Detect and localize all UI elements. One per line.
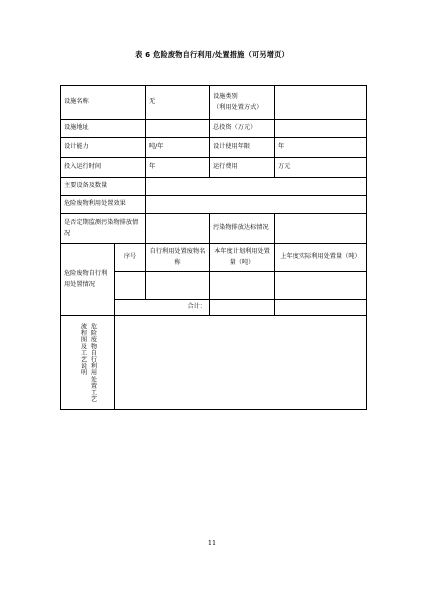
table-row <box>61 158 367 178</box>
situation-label: 危险废物自行利用处置情况 <box>61 244 115 316</box>
process-label-cell <box>61 316 115 410</box>
serial-cell[interactable] <box>115 272 146 300</box>
monitoring-value[interactable] <box>146 214 210 244</box>
table-row <box>61 86 367 120</box>
main-equipment-value[interactable] <box>146 178 367 196</box>
design-capacity-label: 设计能力 <box>61 138 146 158</box>
operating-cost-label: 运行费用 <box>210 158 275 178</box>
compliance-label: 污染物排放达标情况 <box>210 214 275 244</box>
commission-time-label: 投入运行时间 <box>61 158 146 178</box>
process-label: 危险废物自行利用处置工艺流程图及工艺说明 <box>79 322 97 402</box>
design-life-unit: 年 <box>275 138 367 158</box>
facility-address-value[interactable] <box>146 120 210 138</box>
facility-type-value[interactable] <box>275 86 367 120</box>
design-life-label: 设计使用年限 <box>210 138 275 158</box>
main-equipment-label: 主要设备及数量 <box>61 178 146 196</box>
facility-type-label-line2: （利用处置方式） <box>213 103 263 111</box>
total-investment-value[interactable] <box>275 120 367 138</box>
col-actual-amount-header: 上年度实际利用处置量（吨） <box>275 244 367 272</box>
process-description-area[interactable] <box>115 316 367 410</box>
col-plan-amount-header: 本年度计划利用处置量（吨） <box>210 244 275 272</box>
total-investment-label: 总投资（万元） <box>210 120 275 138</box>
operating-cost-unit: 万元 <box>275 158 367 178</box>
design-capacity-unit: 吨/年 <box>146 138 210 158</box>
facility-address-label: 设施地址 <box>61 120 146 138</box>
effect-label: 危险废物利用处置效果 <box>61 196 146 214</box>
facility-name-label: 设施名称 <box>61 86 146 120</box>
plan-amount-cell[interactable] <box>210 272 275 300</box>
table-row <box>61 244 367 272</box>
col-serial-header: 序号 <box>115 244 146 272</box>
table-row <box>61 214 367 244</box>
facility-type-label <box>210 86 275 120</box>
compliance-value[interactable] <box>275 214 367 244</box>
col-waste-name-header: 自行利用处置废物名称 <box>146 244 210 272</box>
facility-name-value: 无 <box>146 86 210 120</box>
facility-type-label-line1: 设施类别 <box>213 92 238 100</box>
table-row <box>61 138 367 158</box>
monitoring-label: 是否定期监测污染物排放情况 <box>61 214 146 244</box>
table-row <box>61 178 367 196</box>
actual-amount-cell[interactable] <box>275 272 367 300</box>
hazardous-waste-disposal-table <box>60 85 367 410</box>
table-row <box>61 316 367 410</box>
total-label: 合计： <box>115 300 210 316</box>
total-actual-cell[interactable] <box>275 300 367 316</box>
effect-value[interactable] <box>146 196 367 214</box>
table-row <box>61 120 367 138</box>
table-row <box>61 196 367 214</box>
waste-name-cell[interactable] <box>146 272 210 300</box>
total-plan-cell[interactable] <box>210 300 275 316</box>
page-title: 表 6 危险废物自行利用/处置措施（可另增页） <box>135 50 289 59</box>
commission-time-unit: 年 <box>146 158 210 178</box>
page-number: 11 <box>207 539 217 547</box>
